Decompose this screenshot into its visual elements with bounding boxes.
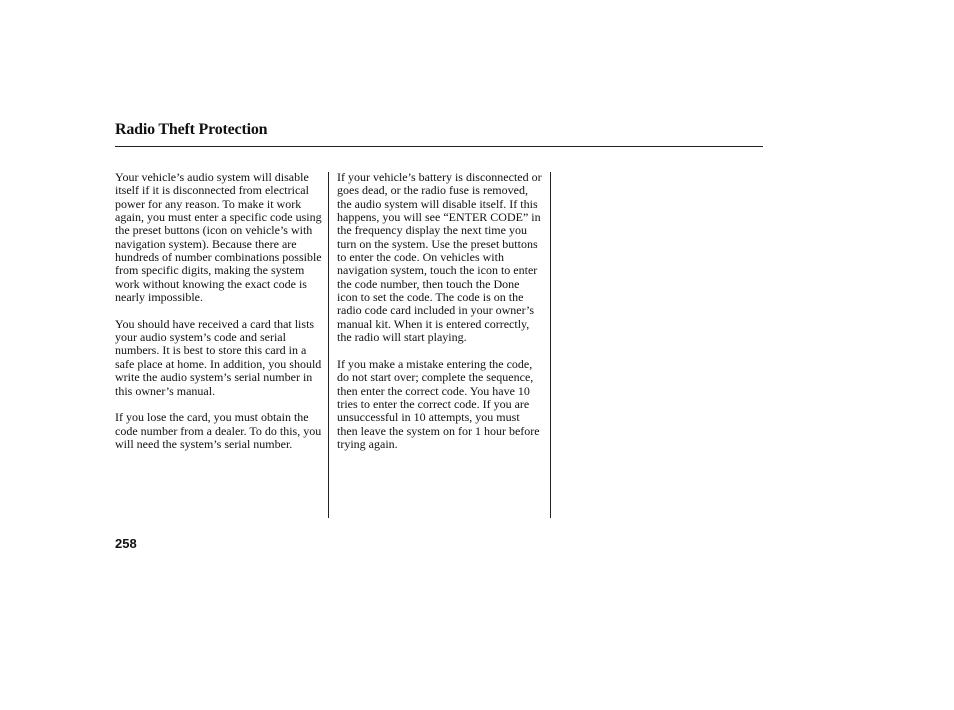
paragraph: You should have received a card that lists your audio system’s code and serial numbers. It is best to store this card in a safe place at home. In addition, you should write the audio system’s serial number in this owner’s manual. xyxy=(115,316,322,398)
column-divider xyxy=(550,172,551,518)
paragraph: If your vehicle’s battery is disconnected or goes dead, or the radio fuse is removed, the audio system will disable itself. If this happens, you will see “ENTER CODE” in the frequency display the next time you turn on the system. Use the preset buttons to enter the code. On vehicles with navigation system, touch the icon to enter the code number, then touch the Done icon to set the code. The code is on the radio code card included in your owner’s manual kit. When it is entered correctly, the radio will start playing. xyxy=(337,170,542,345)
paragraph: If you make a mistake entering the code, do not start over; complete the sequence, then enter the correct code. You have 10 tries to enter the correct code. If you are unsuccessful in 10 attempts, you must then leave the system on for 1 hour before trying again. xyxy=(337,356,540,451)
paragraph: If you lose the card, you must obtain the code number from a dealer. To do this, you will need the system’s serial number. xyxy=(115,410,322,451)
text-column-left xyxy=(115,171,325,465)
page-title: Radio Theft Protection xyxy=(115,121,268,138)
text-column-middle xyxy=(337,171,543,465)
column-divider xyxy=(328,172,329,518)
title-divider xyxy=(115,146,763,147)
page-number: 258 xyxy=(115,536,137,551)
paragraph: Your vehicle’s audio system will disable itself if it is disconnected from electrical power for any reason. To make it work again, you must enter a specific code using the preset buttons (icon on vehicle’s with navigation system). Because there are hundreds of number combinations possible from specific digits, making the system work without knowing the exact code is nearly impossible. xyxy=(115,170,322,305)
